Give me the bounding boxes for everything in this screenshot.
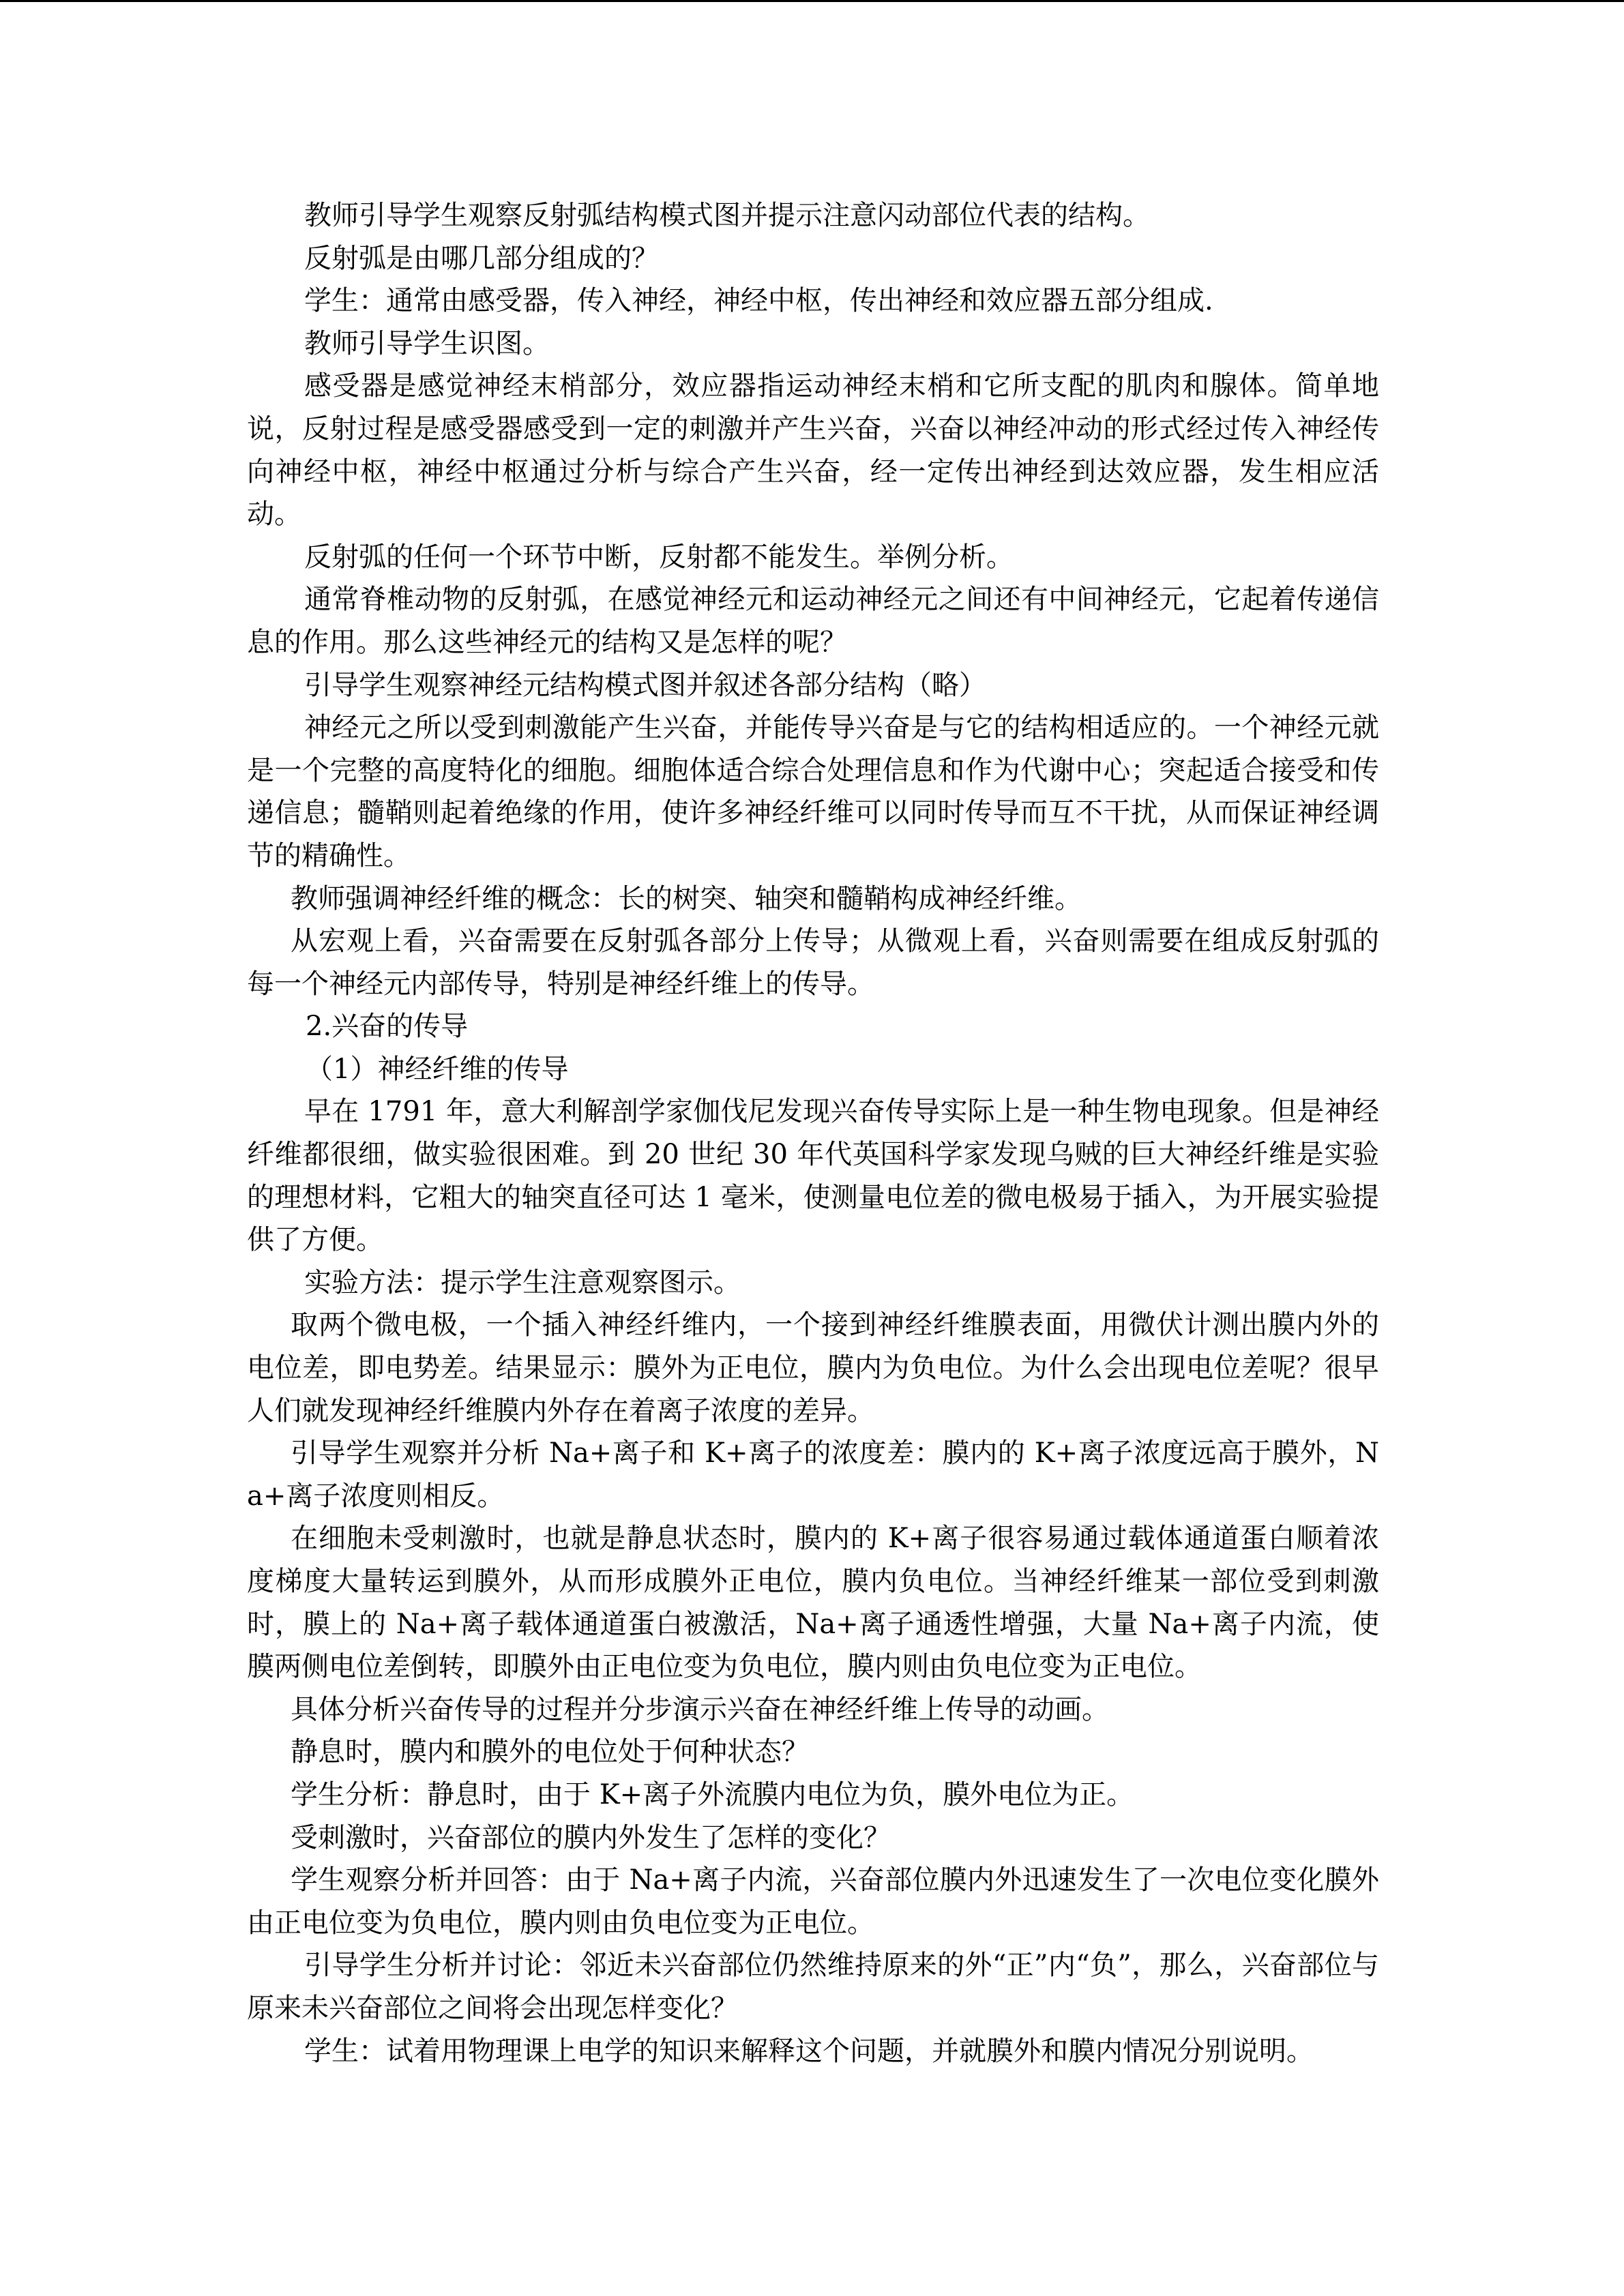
paragraph: 受刺激时，兴奋部位的膜内外发生了怎样的变化？ <box>291 1821 891 1853</box>
subsection-heading: （1）神经纤维的传导 <box>306 1053 569 1085</box>
paragraph: 通常脊椎动物的反射弧，在感觉神经元和运动神经元之间还有中间神经元，它起着传递信息的作用。那么这些神经元的结构又是怎样的呢？ <box>247 584 1379 658</box>
paragraph: 具体分析兴奋传导的过程并分步演示兴奋在神经纤维上传导的动画。 <box>291 1693 1109 1725</box>
paragraph: 学生：试着用物理课上电学的知识来解释这个问题，并就膜外和膜内情况分别说明。 <box>304 2035 1314 2067</box>
paragraph: 取两个微电极，一个插入神经纤维内，一个接到神经纤维膜表面，用微伏计测出膜内外的电位差，即电势差。结果显示：膜外为正电位，膜内为负电位。为什么会出现电位差呢？很早人们就发现神经纤维膜内外存在着离子浓度的差异。 <box>247 1309 1379 1427</box>
paragraph: 从宏观上看，兴奋需要在反射弧各部分上传导；从微观上看，兴奋则需要在组成反射弧的每一个神经元内部传导，特别是神经纤维上的传导。 <box>247 925 1379 1000</box>
section-heading: 2.兴奋的传导 <box>306 1011 469 1043</box>
paragraph: 神经元之所以受到刺激能产生兴奋，并能传导兴奋是与它的结构相适应的。一个神经元就是一个完整的高度特化的细胞。细胞体适合综合处理信息和作为代谢中心；突起适合接受和传递信息；髓鞘则起着绝缘的作用，使许多神经纤维可以同时传导而互不干扰，从而保证神经调节的精确性。 <box>247 712 1379 871</box>
paragraph: 学生分析：静息时，由于 K+离子外流膜内电位为负，膜外电位为正。 <box>291 1778 1134 1810</box>
paragraph: 静息时，膜内和膜外的电位处于何种状态？ <box>291 1736 809 1768</box>
paragraph: 实验方法：提示学生注意观察图示。 <box>304 1266 741 1298</box>
paragraph: 学生：通常由感受器，传入神经，神经中枢，传出神经和效应器五部分组成. <box>304 285 1213 317</box>
paragraph: 教师强调神经纤维的概念：长的树突、轴突和髓鞘构成神经纤维。 <box>291 882 1082 914</box>
paragraph: 早在 1791 年，意大利解剖学家伽伐尼发现兴奋传导实际上是一种生物电现象。但是神经纤维都很细，做实验很困难。到 20 世纪 30 年代英国科学家发现乌贼的巨大神经纤维是实验的理想材料，它粗大的轴突直径可达 1 毫米，使测量电位差的微电极易于插入，为开展实验提供了方便。 <box>247 1096 1379 1256</box>
paragraph: 反射弧的任何一个环节中断，反射都不能发生。举例分析。 <box>304 541 1014 573</box>
paragraph: 教师引导学生识图。 <box>304 327 550 359</box>
paragraph: 引导学生观察神经元结构模式图并叙述各部分结构（略） <box>304 669 986 701</box>
paragraph: 学生观察分析并回答：由于 Na+离子内流，兴奋部位膜内外迅速发生了一次电位变化膜外由正电位变为负电位，膜内则由负电位变为正电位。 <box>247 1864 1379 1939</box>
paragraph: 感受器是感觉神经末梢部分，效应器指运动神经末梢和它所支配的肌肉和腺体。简单地说，反射过程是感受器感受到一定的刺激并产生兴奋，兴奋以神经冲动的形式经过传入神经传向神经中枢，神经中枢通过分析与综合产生兴奋，经一定传出神经到达效应器，发生相应活动。 <box>247 370 1379 531</box>
paragraph: 教师引导学生观察反射弧结构模式图并提示注意闪动部位代表的结构。 <box>304 200 1150 231</box>
paragraph: 引导学生观察并分析 Na+离子和 K+离子的浓度差：膜内的 K+离子浓度远高于膜外，Na+离子浓度则相反。 <box>247 1437 1379 1512</box>
document-body <box>247 194 1379 2072</box>
paragraph: 引导学生分析并讨论：邻近未兴奋部位仍然维持原来的外“正”内“负”，那么，兴奋部位与原来未兴奋部位之间将会出现怎样变化？ <box>247 1950 1379 2024</box>
paragraph: 在细胞未受刺激时，也就是静息状态时，膜内的 K+离子很容易通过载体通道蛋白顺着浓度梯度大量转运到膜外，从而形成膜外正电位，膜内负电位。当神经纤维某一部位受到刺激时，膜上的 Na+离子载体通道蛋白被激活，Na+离子通透性增强，大量 Na+离子内流，使膜两侧电位差倒转，即膜外由正电位变为负电位，膜内则由负电位变为正电位。 <box>247 1523 1379 1683</box>
paragraph: 反射弧是由哪几部分组成的？ <box>304 242 659 274</box>
